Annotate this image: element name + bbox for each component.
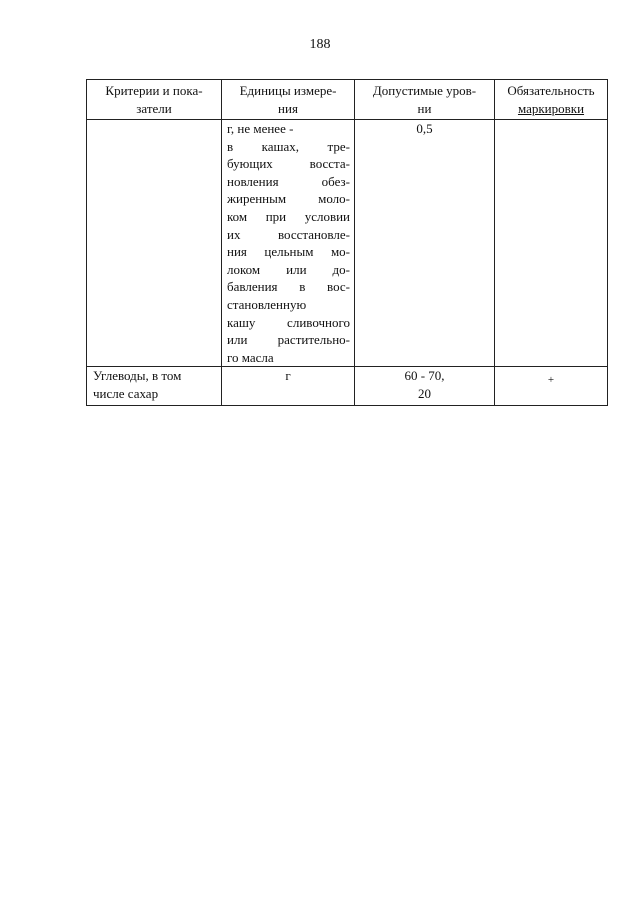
- requirements-table: [86, 79, 608, 406]
- table-row: [87, 120, 608, 367]
- units-line: в кашах, тре-: [227, 138, 350, 154]
- units-line: становленную: [227, 296, 307, 312]
- units-line: жиренным моло-: [227, 191, 350, 207]
- header-levels-line-2: ни: [417, 100, 432, 116]
- header-units: [222, 80, 355, 120]
- page-number: 188: [309, 37, 331, 52]
- level-line-2: 20: [418, 385, 431, 401]
- header-units-line-1: Единицы измере-: [239, 83, 337, 98]
- table-row: [87, 367, 608, 406]
- units-line: бующих восста-: [227, 156, 350, 172]
- cell-level-value: 0,5: [355, 120, 495, 367]
- cell-units-gram: г: [222, 367, 355, 406]
- units-line: кашу сливочного: [227, 314, 350, 330]
- units-line: новления обез-: [227, 173, 350, 189]
- level-line-1: 60 - 70,: [404, 368, 445, 384]
- header-units-line-2: ния: [278, 100, 298, 116]
- criteria-line-1: Углеводы, в том: [93, 368, 182, 384]
- units-line: го масла: [227, 349, 274, 365]
- header-levels-line-1: Допустимые уров-: [372, 83, 477, 98]
- units-line: их восстановле-: [227, 226, 350, 242]
- cell-level-range: [355, 367, 495, 406]
- units-line: ния цельным мо-: [227, 244, 350, 260]
- units-line: или растительно-: [227, 332, 350, 348]
- cell-criteria-carbohydrates: [87, 367, 222, 406]
- units-line: г, не менее -: [227, 121, 294, 136]
- cell-units-description: [222, 120, 355, 367]
- cell-marking-required: +: [495, 367, 608, 406]
- header-criteria-line-1: Критерии и пока-: [105, 83, 203, 98]
- header-levels: [355, 80, 495, 120]
- header-marking-line-2: маркировки: [517, 100, 585, 116]
- header-marking-line-1: Обязательность: [507, 83, 595, 98]
- cell-marking-empty: [495, 120, 608, 367]
- units-line: ком при условии: [227, 208, 350, 224]
- criteria-line-2: числе сахар: [93, 385, 159, 401]
- header-marking: [495, 80, 608, 120]
- units-line: локом или до-: [227, 261, 350, 277]
- header-criteria: [87, 80, 222, 120]
- cell-criteria-empty: [87, 120, 222, 367]
- header-criteria-line-2: затели: [136, 100, 172, 116]
- table-header-row: [87, 80, 608, 120]
- units-line: бавления в вос-: [227, 279, 350, 295]
